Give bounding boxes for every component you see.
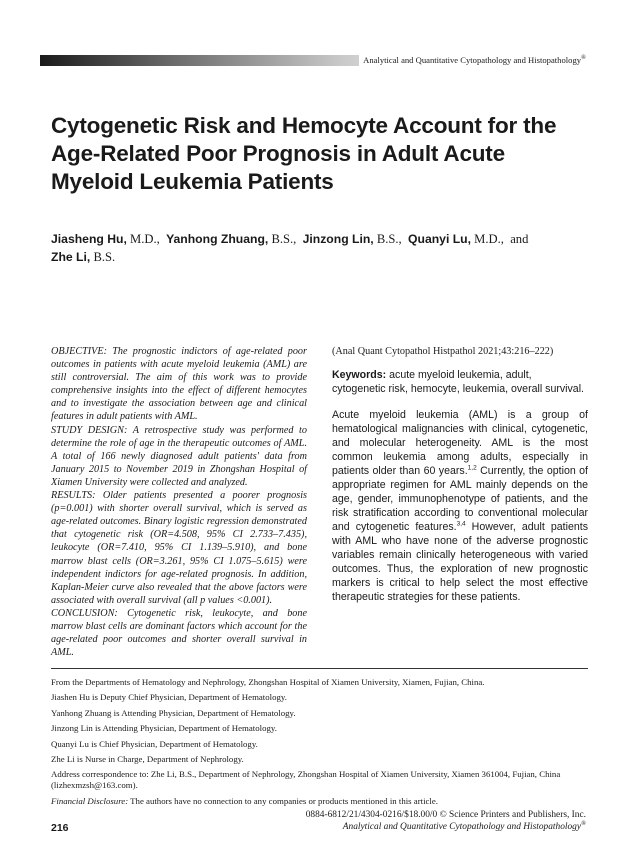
financial-disclosure <box>51 796 588 807</box>
intro-text: However, adult patients with AML who have none of the adverse prognostic variables remain clinically heterogeneous with varied outcomes. Thus, the exploration of new prognostic markers is critical to help select the most effective therapeutic strategies for these patients. <box>332 521 588 604</box>
intro-text: Acute myeloid leukemia (AML) is a group of hematological malignancies with clinical, cytogenetic, and molecular heterogeneity. AML is the most common leukemia among adults, especially in patients older than 60 years. <box>332 409 588 478</box>
correspondence-address: Address correspondence to: Zhe Li, B.S., Department of Nephrology, Zhongshan Hospital of Xiamen University, Xiamen 361004, Fujian, China (lizhexmzsh@163.com). <box>51 769 561 791</box>
author-degree: B.S. <box>93 250 116 264</box>
author-degree: M.D., <box>130 232 160 246</box>
abstract-objective: OBJECTIVE: The prognostic indictors of age-related poor outcomes in patients with acute myeloid leukemia (AML) are still controversial. The aim of this work was to provide comprehensive insights into the effect of different hemocytes and to investigate the association between age and clinical features in adult patients with AML. <box>51 346 307 423</box>
issn-line: 0884-6812/21/4304-0216/$18.00/0 © Science Printers and Publishers, Inc. <box>305 810 586 820</box>
footer-journal: Analytical and Quantitative Cytopathology and Histopathology® <box>342 819 586 832</box>
ref-superscript: 1,2 <box>467 464 477 472</box>
abstract-column-left <box>51 345 307 659</box>
footnote-divider <box>51 668 588 669</box>
affiliation-line: Yanhong Zhuang is Attending Physician, Department of Hematology. <box>51 707 296 718</box>
affiliations <box>51 677 588 811</box>
keywords <box>332 368 588 396</box>
affiliation-line: Jinzong Lin is Attending Physician, Department of Hematology. <box>51 723 277 734</box>
abstract-results: RESULTS: Older patients presented a poorer prognosis (p=0.001) with shorter overall survival, which is served as age-related outcomes. Binary logistic regression demonstrated that cytogenetic risk (OR=4.508, 95% CI 2.733–7.435), leukocyte (OR=7.410, 95% CI 1.139–5.910), and bone marrow blast cells (OR=3.261, 95% CI 1.075–5.615) were independent indictors for age-related prognosis. In addition, Kaplan-Meier curve also revealed that the above factors were associated with overall survival (all p values <0.001). <box>51 490 307 606</box>
affiliation-line: Quanyi Lu is Chief Physician, Department of Hematology. <box>51 738 258 749</box>
author-name: Jiasheng Hu, <box>51 232 127 246</box>
citation-text: (Anal Quant Cytopathol Histpathol 2021;43:216–222) <box>332 346 554 357</box>
author-name: Yanhong Zhuang, <box>166 232 269 246</box>
keywords-label: Keywords: <box>332 369 387 382</box>
author-list <box>51 230 581 266</box>
ref-superscript: 3,4 <box>456 520 466 528</box>
affiliation-line: From the Departments of Hematology and Nephrology, Zhongshan Hospital of Xiamen University, Xiamen, Fujian, China. <box>51 677 485 687</box>
right-column <box>332 345 588 604</box>
running-head: Analytical and Quantitative Cytopathology and Histopathology® <box>359 53 586 67</box>
page-number: 216 <box>51 822 69 834</box>
intro-paragraph <box>332 408 588 604</box>
footer-info <box>306 810 586 833</box>
author-degree: B.S., <box>271 232 297 246</box>
disclosure-label: Financial Disclosure: <box>51 795 129 806</box>
authors-and: and <box>510 232 529 246</box>
abstract-citation <box>332 345 588 358</box>
affiliation-line: Zhe Li is Nurse in Charge, Department of Nephrology. <box>51 753 244 764</box>
author-name: Jinzong Lin, <box>302 232 374 246</box>
intro-text: Currently, the option of appropriate regimen for AML mainly depends on the age, gender, immunophenotype of patients, and the risk stratification according to conventional molecular and cytogenetic features. <box>332 465 588 534</box>
author-degree: M.D., <box>474 232 504 246</box>
author-name: Quanyi Lu, <box>408 232 471 246</box>
abstract-study-design: STUDY DESIGN: A retrospective study was performed to determine the role of age in the therapeutic outcomes of AML. A total of 166 newly diagnosed adult patients' data from January 2015 to November 2019 in Zhongshan Hospital of Xiamen University were collected and analyzed. <box>51 424 307 488</box>
author-name: Zhe Li, <box>51 250 91 264</box>
affiliation-line: Jiashen Hu is Deputy Chief Physician, Department of Hematology. <box>51 692 287 703</box>
keywords-text: acute myeloid leukemia, adult, cytogenetic risk, hemocyte, leukemia, overall survival. <box>332 369 584 396</box>
abstract-conclusion: CONCLUSION: Cytogenetic risk, leukocyte, and bone marrow blast cells are dominant factors which account for the age-related poor outcomes and shorter overall survival in AML. <box>51 607 307 659</box>
author-degree: B.S., <box>376 232 402 246</box>
disclosure-text: The authors have no connection to any companies or products mentioned in this article. <box>130 795 438 806</box>
article-title: Cytogenetic Risk and Hemocyte Account for the Age-Related Poor Prognosis in Adult Acute Myeloid Leukemia Patients <box>51 113 557 194</box>
